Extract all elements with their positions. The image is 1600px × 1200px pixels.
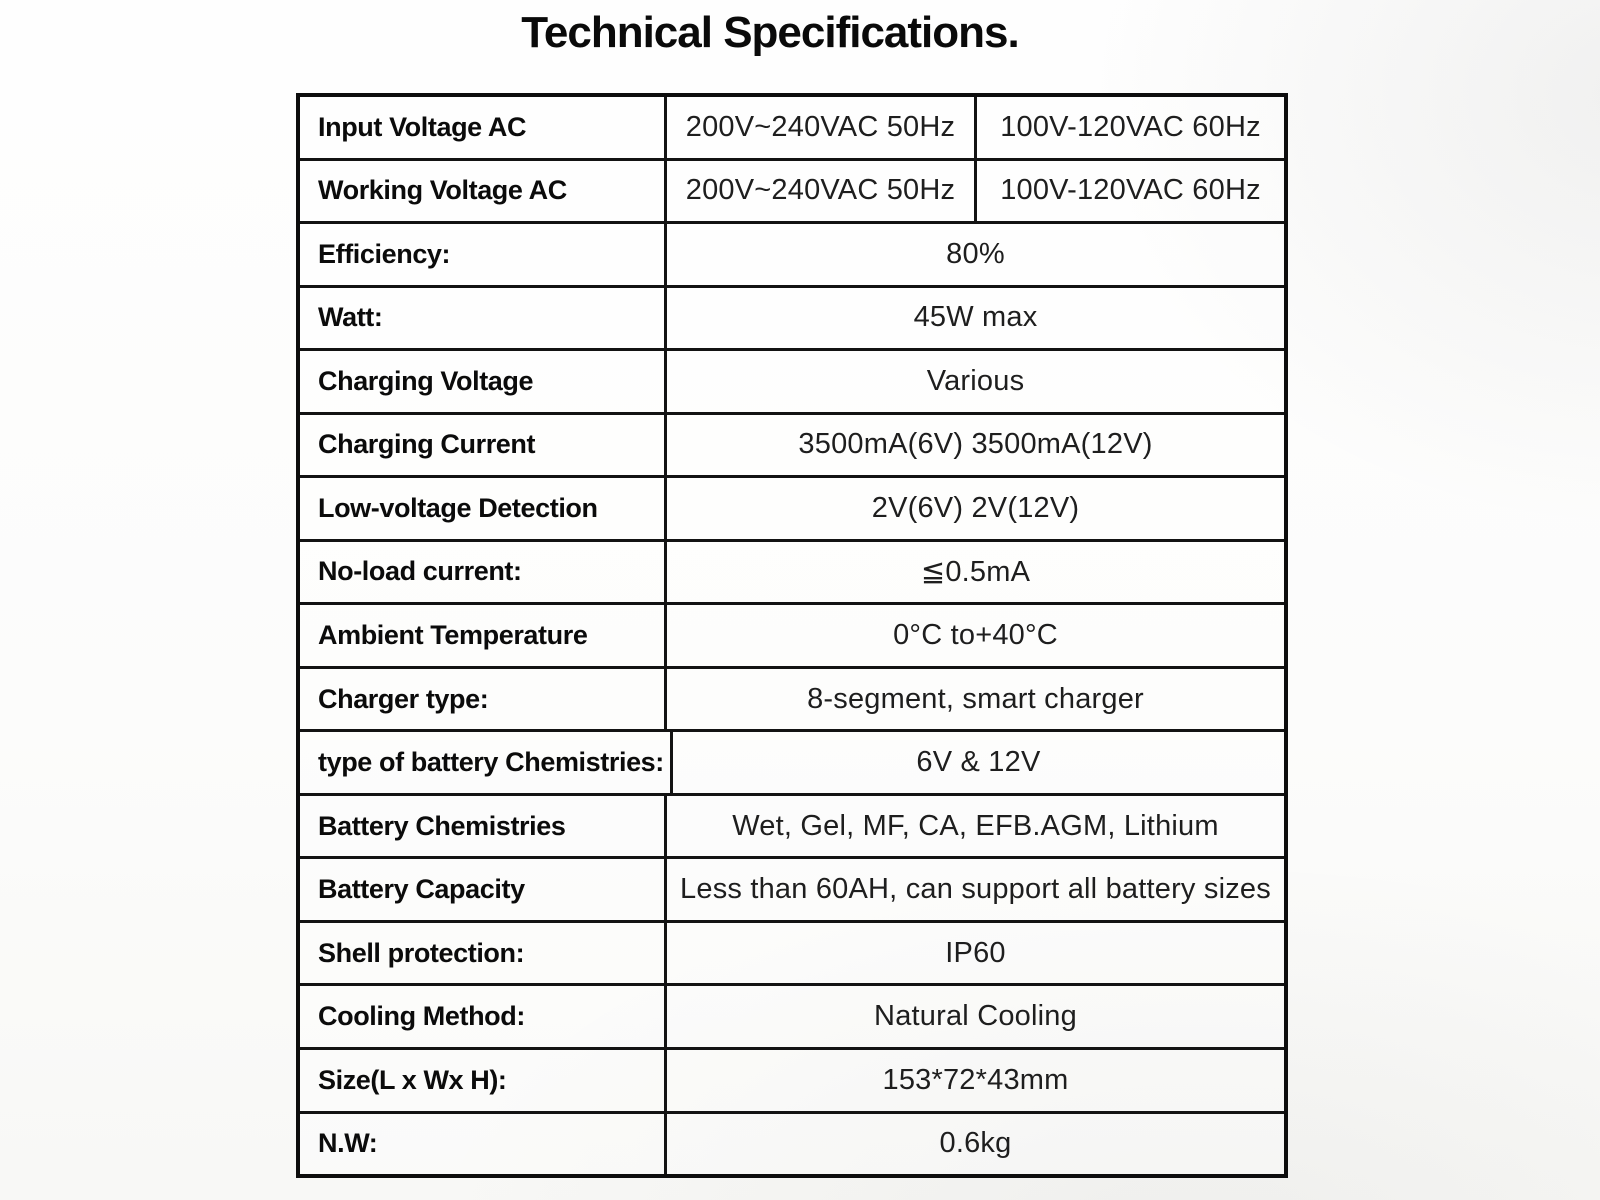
spec-value: 2V(6V) 2V(12V) bbox=[871, 491, 1080, 524]
table-row bbox=[300, 920, 1284, 984]
table-row bbox=[300, 666, 1284, 730]
spec-value: 80% bbox=[946, 237, 1005, 270]
table-row bbox=[300, 158, 1284, 222]
table-row bbox=[300, 983, 1284, 1047]
table-row bbox=[300, 412, 1284, 476]
table-row bbox=[300, 221, 1284, 285]
spec-label: N.W: bbox=[300, 1114, 667, 1175]
spec-label: Charging Voltage bbox=[300, 351, 667, 412]
spec-label: Efficiency: bbox=[300, 224, 667, 285]
spec-value: 200V~240VAC 50Hz bbox=[685, 174, 956, 207]
spec-value: Natural Cooling bbox=[874, 1000, 1077, 1033]
spec-value: 153*72*43mm bbox=[882, 1063, 1069, 1096]
table-row bbox=[300, 793, 1284, 857]
spec-label: Size(L x Wx H): bbox=[300, 1050, 667, 1111]
spec-value: 6V & 12V bbox=[916, 746, 1041, 779]
spec-label: No-load current: bbox=[300, 542, 667, 603]
table-row bbox=[300, 285, 1284, 349]
spec-value: ≦0.5mA bbox=[920, 556, 1031, 589]
spec-value: 8-segment, smart charger bbox=[807, 682, 1144, 715]
table-row bbox=[300, 97, 1284, 158]
spec-value: 200V~240VAC 50Hz bbox=[685, 110, 956, 143]
spec-value: 100V-120VAC 60Hz bbox=[974, 161, 1284, 222]
spec-label: Cooling Method: bbox=[300, 986, 667, 1047]
spec-value: 3500mA(6V) 3500mA(12V) bbox=[798, 428, 1153, 461]
spec-value: 100V-120VAC 60Hz bbox=[974, 97, 1284, 158]
table-row bbox=[300, 856, 1284, 920]
spec-value: 45W max bbox=[913, 301, 1038, 334]
table-row bbox=[300, 1111, 1284, 1175]
spec-label: Charger type: bbox=[300, 669, 667, 730]
spec-value: Various bbox=[926, 364, 1025, 397]
spec-label: Shell protection: bbox=[300, 923, 667, 984]
table-row bbox=[300, 348, 1284, 412]
table-row bbox=[300, 539, 1284, 603]
table-row bbox=[300, 475, 1284, 539]
table-row bbox=[300, 602, 1284, 666]
spec-label: Low-voltage Detection bbox=[300, 478, 667, 539]
spec-value: 0°C to+40°C bbox=[893, 619, 1058, 652]
spec-value: Less than 60AH, can support all battery sizes bbox=[680, 873, 1271, 906]
spec-value: Wet, Gel, MF, CA, EFB.AGM, Lithium bbox=[732, 809, 1219, 842]
page-title: Technical Specifications. bbox=[521, 8, 1019, 57]
table-row bbox=[300, 729, 1284, 793]
spec-label: Ambient Temperature bbox=[300, 605, 667, 666]
spec-label: Battery Chemistries bbox=[300, 796, 667, 857]
spec-label: Working Voltage AC bbox=[300, 161, 667, 222]
spec-label: Battery Capacity bbox=[300, 859, 667, 920]
spec-label: type of battery Chemistries: bbox=[300, 732, 673, 793]
spec-label: Input Voltage AC bbox=[300, 97, 667, 158]
spec-table bbox=[296, 93, 1288, 1178]
table-row bbox=[300, 1047, 1284, 1111]
spec-label: Charging Current bbox=[300, 415, 667, 476]
spec-value: 0.6kg bbox=[939, 1127, 1012, 1160]
spec-value: IP60 bbox=[945, 936, 1006, 969]
spec-label: Watt: bbox=[300, 288, 667, 349]
